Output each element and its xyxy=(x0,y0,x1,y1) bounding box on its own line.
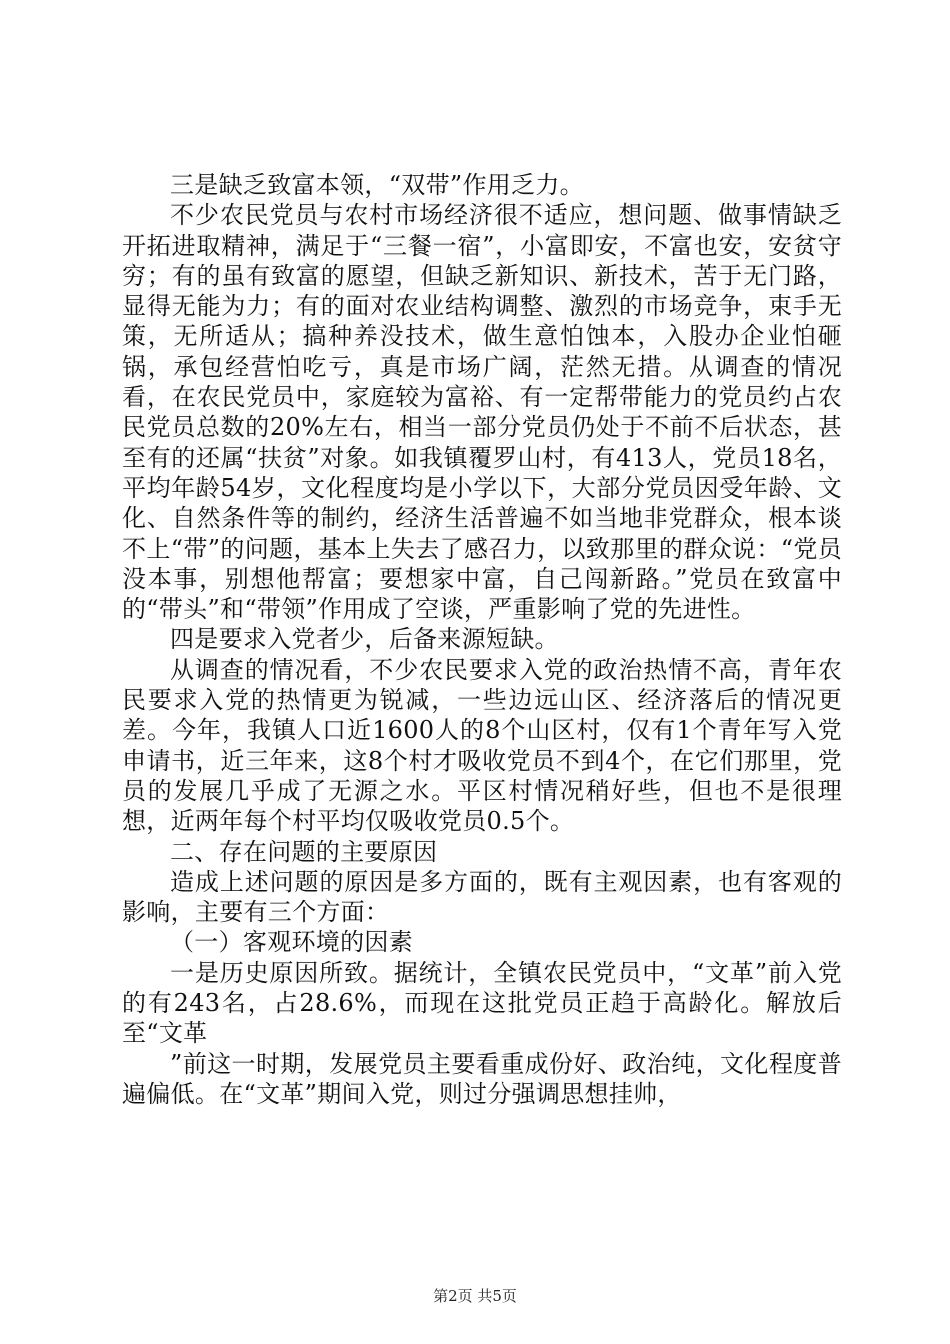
paragraph: 不少农民党员与农村市场经济很不适应，想问题、做事情缺乏开拓进取精神，满足于“三餐一宿”，小富即安，不富也安，安贫守穷；有的虽有致富的愿望，但缺乏新知识、新技术，苦于无门路，显得无能为力；有的面对农业结构调整、激烈的市场竞争，束手无策，无所适从；搞种养没技术，做生意怕蚀本，入股办企业怕砸锅，承包经营怕吃亏，真是市场广阔，茫然无措。从调查的情况看，在农民党员中，家庭较为富裕、有一定帮带能力的党员约占农民党员总数的20%左右，相当一部分党员仍处于不前不后状态，甚至有的还属“扶贫”对象。如我镇覆罗山村，有413人，党员18名，平均年龄54岁，文化程度均是小学以下，大部分党员因受年龄、文化、自然条件等的制约，经济生活普遍不如当地非党群众，根本谈不上“带”的问题，基本上失去了感召力，以致那里的群众说：“党员没本事，别想他帮富；要想家中富，自己闯新路。”党员在致富中的“带头”和“带领”作用成了空谈，严重影响了党的先进性。 xyxy=(122,201,842,624)
paragraph: 从调查的情况看，不少农民要求入党的政治热情不高，青年农民要求入党的热情更为锐减，一些边远山区、经济落后的情况更差。今年，我镇人口近1600人的8个山区村，仅有1个青年写入党申请书，近三年来，这8个村才吸收党员不到4个，在它们那里，党员的发展几乎成了无源之水。平区村情况稍好些，但也不是很理想，近两年每个村平均仅吸收党员0.5个。 xyxy=(122,655,842,836)
subsection-heading: （一）客观环境的因素 xyxy=(170,928,413,957)
page-number-footer: 第2页 共5页 xyxy=(433,1287,517,1305)
paragraph: 四是要求入党者少，后备来源短缺。 xyxy=(170,625,559,654)
document-body xyxy=(122,170,842,1109)
paragraph: ”前这一时期，发展党员主要看重成份好、政治纯，文化程度普遍偏低。在“文革”期间入党，则过分强调思想挂帅， xyxy=(122,1049,842,1108)
paragraph: 三是缺乏致富本领，“双带”作用乏力。 xyxy=(170,171,584,199)
paragraph: 一是历史原因所致。据统计，全镇农民党员中，“文革”前入党的有243名，占28.6%，而现在这批党员正趋于高龄化。解放后至“文革 xyxy=(122,958,842,1048)
section-heading: 二、存在问题的主要原因 xyxy=(170,837,438,866)
paragraph: 造成上述问题的原因是多方面的，既有主观因素，也有客观的影响，主要有三个方面： xyxy=(122,867,842,927)
